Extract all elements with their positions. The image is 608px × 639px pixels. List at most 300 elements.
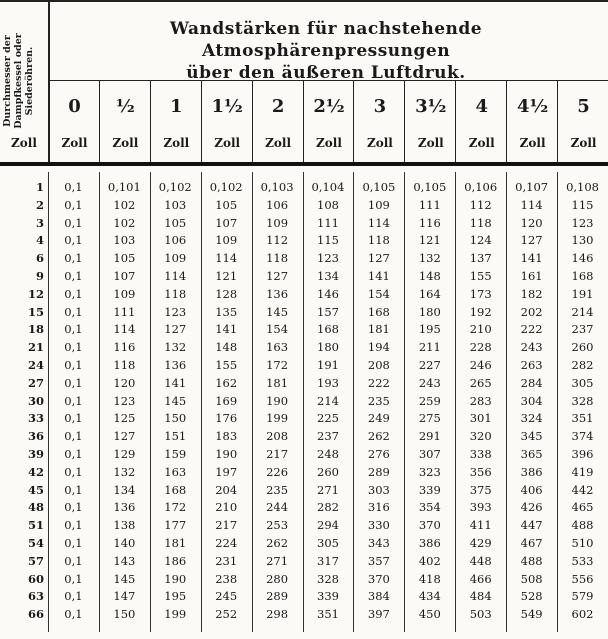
pressure-value: 3½	[415, 96, 447, 117]
thickness-cell: 370	[367, 571, 390, 586]
thickness-cell: 114	[164, 269, 187, 283]
diameter-cell: 51	[27, 518, 44, 533]
thickness-cell: 411	[469, 518, 492, 533]
thickness-cell: 0,1	[64, 215, 83, 230]
thickness-cell: 289	[266, 589, 289, 604]
thickness-cell: 260	[571, 340, 594, 355]
thickness-cell: 121	[418, 233, 441, 248]
table-row	[0, 376, 608, 391]
thickness-cell: 183	[215, 429, 238, 444]
table-row	[0, 180, 608, 195]
thickness-cell: 135	[215, 304, 238, 319]
thickness-cell: 0,1	[64, 286, 83, 301]
pressure-column-headers	[48, 80, 608, 162]
thickness-cell: 123	[571, 215, 594, 230]
pressure-header	[404, 80, 456, 162]
thickness-cell: 106	[164, 233, 187, 248]
thickness-cell: 181	[367, 322, 390, 337]
thickness-cell: 210	[469, 322, 492, 337]
thickness-cell: 176	[215, 411, 238, 426]
thickness-cell: 214	[571, 304, 594, 319]
pressure-value: ½	[115, 96, 135, 117]
pressure-unit: Zoll	[112, 136, 139, 150]
thickness-cell: 168	[367, 304, 390, 319]
thickness-cell: 181	[266, 375, 289, 390]
thickness-cell: 192	[469, 304, 492, 319]
thickness-cell: 112	[469, 197, 492, 212]
thickness-cell: 0,1	[64, 269, 83, 283]
thickness-cell: 114	[215, 251, 238, 266]
thickness-cell: 134	[317, 269, 339, 283]
thickness-cell: 351	[571, 411, 594, 426]
thickness-cell: 393	[469, 500, 492, 515]
thickness-cell: 168	[164, 482, 187, 497]
thickness-cell: 214	[317, 393, 339, 408]
thickness-cell: 0,104	[311, 180, 345, 194]
pressure-unit: Zoll	[61, 136, 88, 150]
thickness-cell: 0,1	[64, 197, 83, 212]
diameter-cell: 42	[27, 464, 44, 479]
thickness-cell: 109	[215, 233, 238, 248]
thickness-cell: 112	[266, 233, 289, 248]
thickness-cell: 146	[571, 251, 594, 266]
thickness-cell: 320	[469, 429, 492, 444]
table-row	[0, 589, 608, 604]
pressure-value: 2½	[313, 96, 345, 117]
thickness-cell: 488	[520, 553, 543, 568]
thickness-cell: 294	[317, 518, 339, 533]
thickness-cell: 289	[367, 464, 390, 479]
thickness-cell: 0,1	[64, 180, 83, 194]
thickness-cell: 107	[215, 215, 238, 230]
thickness-cell: 111	[317, 215, 339, 230]
diameter-header	[2, 16, 46, 146]
thickness-cell: 199	[164, 607, 187, 622]
thickness-cell: 0,105	[413, 180, 447, 194]
thickness-cell: 263	[520, 358, 543, 372]
thickness-cell: 419	[571, 464, 594, 479]
thickness-cell: 291	[418, 429, 441, 444]
thickness-cell: 370	[418, 518, 441, 533]
thickness-cell: 374	[571, 429, 594, 444]
diameter-cell: 48	[27, 500, 44, 515]
thickness-cell: 127	[367, 251, 390, 266]
thickness-cell: 316	[367, 500, 390, 515]
thickness-cell: 145	[113, 571, 136, 586]
thickness-cell: 130	[571, 233, 594, 248]
pressure-unit: Zoll	[265, 136, 292, 150]
thickness-cell: 406	[520, 482, 543, 497]
thickness-cell: 303	[367, 482, 390, 497]
thickness-cell: 128	[215, 286, 238, 301]
thickness-cell: 194	[367, 340, 390, 355]
table-row	[0, 447, 608, 462]
thickness-cell: 0,1	[64, 518, 83, 533]
diameter-cell: 63	[27, 589, 44, 604]
table-row	[0, 536, 608, 551]
thickness-cell: 140	[113, 536, 136, 550]
thickness-cell: 123	[113, 393, 136, 408]
thickness-cell: 116	[113, 340, 136, 355]
thickness-cell: 0,1	[64, 571, 83, 586]
thickness-cell: 579	[571, 589, 594, 604]
thickness-cell: 109	[367, 197, 390, 212]
thickness-cell: 193	[317, 375, 339, 390]
thickness-cell: 147	[113, 589, 136, 604]
thickness-cell: 235	[266, 482, 289, 497]
thickness-cell: 127	[164, 322, 187, 337]
table-row	[0, 251, 608, 266]
pressure-value: 2	[271, 96, 285, 117]
thickness-cell: 199	[266, 411, 289, 426]
thickness-cell: 208	[266, 429, 289, 444]
thickness-cell: 0,1	[64, 500, 83, 515]
thickness-cell: 177	[164, 518, 187, 533]
pressure-header	[353, 80, 405, 162]
pressure-header	[201, 80, 253, 162]
thickness-cell: 225	[317, 411, 339, 426]
thickness-cell: 231	[215, 553, 238, 568]
diameter-header-text: Durchmesser der Dampfkessel oder Siederöhren.	[2, 33, 35, 129]
thickness-cell: 228	[469, 340, 492, 355]
thickness-cell: 467	[520, 536, 543, 550]
thickness-cell: 180	[317, 340, 339, 355]
thickness-cell: 450	[418, 607, 441, 622]
thickness-cell: 298	[266, 607, 289, 622]
thickness-cell: 134	[113, 482, 136, 497]
thickness-cell: 243	[520, 340, 543, 355]
thickness-cell: 217	[215, 518, 238, 533]
thickness-cell: 0,106	[464, 180, 498, 194]
thickness-cell: 121	[215, 269, 238, 283]
diameter-cell: 1	[35, 180, 44, 194]
table-row	[0, 322, 608, 337]
diameter-cell: 18	[27, 322, 44, 337]
thickness-cell: 222	[367, 375, 390, 390]
pressure-value: 3	[373, 96, 387, 117]
thickness-cell: 0,1	[64, 429, 83, 444]
thickness-cell: 222	[520, 322, 543, 337]
table-title	[56, 18, 596, 84]
thickness-cell: 226	[266, 464, 289, 479]
thickness-cell: 154	[266, 322, 289, 337]
thickness-cell: 0,1	[64, 464, 83, 479]
thickness-cell: 339	[317, 589, 339, 604]
diameter-cell: 36	[27, 429, 44, 444]
diameter-cell: 12	[27, 286, 44, 301]
pressure-unit: Zoll	[519, 136, 546, 150]
diameter-cell: 3	[35, 215, 44, 230]
thickness-cell: 120	[113, 375, 136, 390]
thickness-cell: 124	[469, 233, 492, 248]
thickness-cell: 143	[113, 553, 136, 568]
thickness-cell: 169	[215, 393, 238, 408]
thickness-cell: 0,1	[64, 304, 83, 319]
thickness-cell: 484	[469, 589, 492, 604]
thickness-cell: 357	[367, 553, 390, 568]
thickness-cell: 0,103	[260, 180, 294, 194]
thickness-cell: 118	[164, 286, 187, 301]
thickness-cell: 0,102	[158, 180, 192, 194]
thickness-cell: 136	[113, 500, 136, 515]
thickness-cell: 0,1	[64, 589, 83, 604]
thickness-cell: 549	[520, 607, 543, 622]
thickness-cell: 0,1	[64, 358, 83, 372]
thickness-cell: 252	[215, 607, 238, 622]
thickness-cell: 429	[469, 536, 492, 550]
thickness-cell: 172	[266, 358, 289, 372]
thickness-cell: 0,1	[64, 393, 83, 408]
table-row	[0, 572, 608, 587]
thickness-cell: 172	[164, 500, 187, 515]
thickness-cell: 305	[571, 375, 594, 390]
thickness-cell: 0,1	[64, 233, 83, 248]
thickness-cell: 109	[113, 286, 136, 301]
thickness-cell: 354	[418, 500, 441, 515]
thickness-cell: 127	[520, 233, 543, 248]
thickness-cell: 488	[571, 518, 594, 533]
header-heavy-rule	[0, 162, 608, 166]
thickness-cell: 190	[215, 447, 238, 461]
thickness-cell: 146	[317, 286, 339, 301]
diameter-cell: 21	[27, 340, 44, 355]
thickness-cell: 397	[367, 607, 390, 622]
thickness-cell: 365	[520, 447, 543, 461]
thickness-cell: 105	[164, 215, 187, 230]
thickness-cell: 305	[317, 536, 339, 550]
thickness-cell: 434	[418, 589, 441, 604]
thickness-cell: 304	[520, 393, 543, 408]
pressure-value: 4½	[516, 96, 549, 117]
pressure-value: 0	[68, 96, 81, 117]
pressure-value: 4	[475, 96, 488, 117]
thickness-cell: 244	[266, 500, 289, 515]
table-row	[0, 411, 608, 426]
pressure-value: 5	[577, 96, 590, 117]
thickness-cell: 284	[520, 375, 543, 390]
pressure-header	[506, 80, 558, 162]
thickness-cell: 129	[113, 447, 136, 461]
thickness-cell: 103	[164, 197, 187, 212]
table-row	[0, 607, 608, 622]
thickness-cell: 132	[113, 464, 136, 479]
diameter-cell: 24	[27, 358, 44, 372]
thickness-cell: 210	[215, 500, 238, 515]
thickness-cell: 155	[215, 358, 238, 372]
thickness-cell: 123	[317, 251, 339, 266]
thickness-cell: 280	[266, 571, 289, 586]
diameter-cell: 2	[35, 197, 44, 212]
table-row	[0, 233, 608, 248]
thickness-cell: 103	[113, 233, 136, 248]
diameter-cell: 45	[27, 482, 44, 497]
thickness-cell: 386	[520, 464, 543, 479]
thickness-cell: 271	[266, 553, 289, 568]
thickness-cell: 248	[317, 447, 339, 461]
thickness-cell: 402	[418, 553, 441, 568]
thickness-cell: 138	[113, 518, 136, 533]
thickness-cell: 260	[317, 464, 339, 479]
thickness-cell: 195	[418, 322, 441, 337]
thickness-cell: 114	[520, 197, 543, 212]
diameter-cell: 27	[27, 375, 44, 390]
table-row	[0, 483, 608, 498]
table-row	[0, 305, 608, 320]
thickness-cell: 197	[215, 464, 238, 479]
thickness-cell: 191	[317, 358, 339, 372]
table-row	[0, 518, 608, 533]
thickness-cell: 168	[571, 269, 594, 283]
thickness-cell: 324	[520, 411, 543, 426]
pressure-value: 1½	[211, 96, 243, 117]
thickness-cell: 448	[469, 553, 492, 568]
thickness-cell: 125	[113, 411, 136, 426]
thickness-cell: 0,1	[64, 411, 83, 426]
thickness-cell: 237	[317, 429, 339, 444]
thickness-cell: 0,1	[64, 447, 83, 461]
thickness-cell: 163	[266, 340, 289, 355]
thickness-cell: 102	[113, 215, 136, 230]
thickness-cell: 150	[113, 607, 136, 622]
thickness-cell: 282	[317, 500, 339, 515]
thickness-cell: 114	[367, 215, 390, 230]
table-row	[0, 554, 608, 569]
diameter-cell: 66	[27, 607, 44, 622]
table-row	[0, 394, 608, 409]
pressure-header	[150, 80, 202, 162]
thickness-cell: 338	[469, 447, 492, 461]
thickness-cell: 418	[418, 571, 441, 586]
pressure-unit: Zoll	[214, 136, 241, 150]
thickness-cell: 132	[418, 251, 441, 266]
thickness-cell: 109	[266, 215, 289, 230]
thickness-cell: 114	[113, 322, 136, 337]
thickness-cell: 375	[469, 482, 492, 497]
pressure-unit: Zoll	[417, 136, 444, 150]
pressure-header	[455, 80, 507, 162]
thickness-cell: 238	[215, 571, 238, 586]
thickness-cell: 211	[418, 340, 441, 355]
thickness-cell: 259	[418, 393, 441, 408]
diameter-cell: 30	[27, 393, 44, 408]
thickness-cell: 136	[266, 286, 289, 301]
thickness-cell: 301	[469, 411, 492, 426]
thickness-cell: 111	[418, 197, 441, 212]
thickness-cell: 508	[520, 571, 543, 586]
thickness-cell: 323	[418, 464, 441, 479]
thickness-cell: 235	[367, 393, 390, 408]
table-row	[0, 216, 608, 231]
thickness-cell: 151	[164, 429, 187, 444]
thickness-cell: 386	[418, 536, 441, 550]
thickness-cell: 0,1	[64, 340, 83, 355]
table-row	[0, 500, 608, 515]
thickness-cell: 283	[469, 393, 492, 408]
thickness-cell: 384	[367, 589, 390, 604]
pressure-value: 1	[170, 96, 183, 117]
thickness-cell: 265	[469, 375, 492, 390]
thickness-cell: 503	[469, 607, 492, 622]
pressure-header	[99, 80, 151, 162]
table-row	[0, 287, 608, 302]
thickness-cell: 276	[367, 447, 390, 461]
thickness-cell: 0,1	[64, 375, 83, 390]
thickness-cell: 202	[520, 304, 543, 319]
thickness-cell: 466	[469, 571, 492, 586]
thickness-cell: 275	[418, 411, 441, 426]
thickness-cell: 180	[418, 304, 441, 319]
table-row	[0, 340, 608, 355]
thickness-cell: 105	[215, 197, 238, 212]
thickness-cell: 181	[164, 536, 187, 550]
thickness-cell: 105	[113, 251, 136, 266]
thickness-cell: 155	[469, 269, 492, 283]
thickness-cell: 115	[571, 197, 594, 212]
diameter-unit: Zoll	[11, 136, 37, 150]
thickness-cell: 465	[571, 500, 594, 515]
thickness-cell: 243	[418, 375, 441, 390]
thickness-cell: 137	[469, 251, 492, 266]
diameter-cell: 15	[27, 304, 44, 319]
pressure-unit: Zoll	[570, 136, 597, 150]
thickness-cell: 132	[164, 340, 187, 355]
pressure-header	[303, 80, 355, 162]
thickness-cell: 191	[571, 286, 594, 301]
thickness-cell: 0,1	[64, 322, 83, 337]
thickness-cell: 141	[164, 375, 187, 390]
thickness-cell: 253	[266, 518, 289, 533]
thickness-cell: 442	[571, 482, 594, 497]
thickness-cell: 224	[215, 536, 238, 550]
thickness-cell: 182	[520, 286, 543, 301]
thickness-cell: 102	[113, 197, 136, 212]
table-row	[0, 198, 608, 213]
pressure-header	[48, 80, 100, 162]
thickness-cell: 159	[164, 447, 187, 461]
thickness-cell: 328	[317, 571, 339, 586]
table-row	[0, 465, 608, 480]
thickness-cell: 533	[571, 553, 594, 568]
thickness-cell: 0,105	[362, 180, 396, 194]
thickness-cell: 227	[418, 358, 441, 372]
thickness-cell: 330	[367, 518, 390, 533]
thickness-cell: 168	[317, 322, 339, 337]
thickness-cell: 246	[469, 358, 492, 372]
thickness-cell: 345	[520, 429, 543, 444]
thickness-cell: 262	[367, 429, 390, 444]
thickness-cell: 195	[164, 589, 187, 604]
pressure-unit: Zoll	[163, 136, 190, 150]
thickness-cell: 249	[367, 411, 390, 426]
pressure-unit: Zoll	[316, 136, 342, 150]
thickness-cell: 164	[418, 286, 441, 301]
thickness-cell: 556	[571, 571, 594, 586]
thickness-cell: 0,101	[107, 180, 141, 194]
top-rule	[0, 0, 608, 2]
thickness-cell: 328	[571, 393, 594, 408]
thickness-cell: 208	[367, 358, 390, 372]
thickness-cell: 204	[215, 482, 238, 497]
thickness-cell: 116	[418, 215, 441, 230]
thickness-cell: 145	[266, 304, 289, 319]
thickness-cell: 162	[215, 375, 238, 390]
table-row	[0, 429, 608, 444]
thickness-cell: 145	[164, 393, 187, 408]
thickness-cell: 123	[164, 304, 187, 319]
pressure-unit: Zoll	[366, 136, 393, 150]
thickness-cell: 108	[317, 197, 339, 212]
thickness-cell: 0,1	[64, 251, 83, 266]
